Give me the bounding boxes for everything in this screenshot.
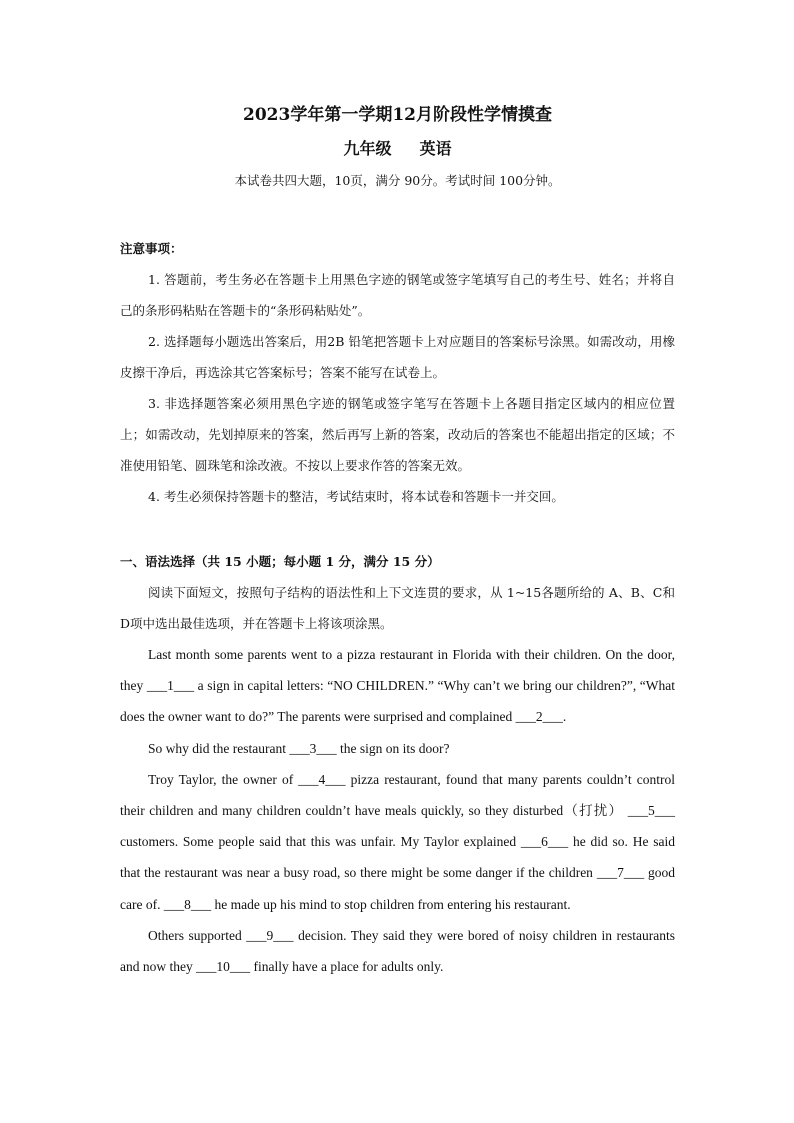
subject-label: 英语 bbox=[419, 139, 452, 158]
notice-item-2: 2. 选择题每小题选出答案后，用2B 铅笔把答题卡上对应题目的答案标号涂黑。如需改动，用橡皮擦干净后，再选涂其它答案标号；答案不能写在试卷上。 bbox=[120, 334, 675, 380]
grade-label: 九年级 bbox=[343, 139, 392, 158]
notice-item-4: 4. 考生必须保持答题卡的整洁，考试结束时，将本试卷和答题卡一并交回。 bbox=[148, 489, 564, 504]
page-title: 2023学年第一学期12月阶段性学情摸查 bbox=[243, 105, 552, 125]
grade-subject-line bbox=[120, 130, 675, 168]
passage-paragraph-4: Others supported ___9___ decision. They said they were bored of noisy children in restaurants and now they ___10___ finally have a place for adults only. bbox=[120, 927, 675, 975]
section-1-heading: 一、语法选择（共 15 小题；每小题 1 分，满分 15 分） bbox=[120, 554, 440, 569]
passage-paragraph-2: So why did the restaurant ___3___ the sign on its door? bbox=[148, 740, 450, 756]
passage-paragraph-3: Troy Taylor, the owner of ___4___ pizza restaurant, found that many parents couldn’t control their children and many children couldn’t have meals quickly, so they disturbed（打扰） ___5___ customers. Some people said that this was unfair. My Taylor explained ___6___ he did so. He said that the restaurant was near a busy road, so there might be some danger if the children ___7___ good care of. ___8___ he made up his mind to stop children from entering his restaurant. bbox=[120, 771, 675, 912]
notice-item-1: 1. 答题前，考生务必在答题卡上用黑色字迹的钢笔或签字笔填写自己的考生号、姓名；并将自己的条形码粘贴在答题卡的“条形码粘贴处”。 bbox=[120, 272, 675, 318]
notice-heading: 注意事项： bbox=[120, 241, 183, 256]
exam-page bbox=[120, 100, 675, 982]
exam-info: 本试卷共四大题，10页，满分 90分。考试时间 100分钟。 bbox=[234, 173, 561, 188]
notice-item-3: 3. 非选择题答案必须用黑色字迹的钢笔或签字笔写在答题卡上各题目指定区域内的相应位置上；如需改动，先划掉原来的答案，然后再写上新的答案，改动后的答案也不能超出指定的区域；不准使用铅笔、圆珠笔和涂改液。不按以上要求作答的答案无效。 bbox=[120, 396, 675, 473]
passage-paragraph-1: Last month some parents went to a pizza restaurant in Florida with their children. On the door, they ___1___ a sign in capital letters: “NO CHILDREN.” “Why can’t we bring our children?”, “What does the owner want to do?” The parents were surprised and complained ___2___. bbox=[120, 647, 675, 725]
section-1-instruction: 阅读下面短文，按照句子结构的语法性和上下文连贯的要求，从 1~15各题所给的 A、B、C和 D项中选出最佳选项，并在答题卡上将该项涂黑。 bbox=[120, 585, 675, 631]
